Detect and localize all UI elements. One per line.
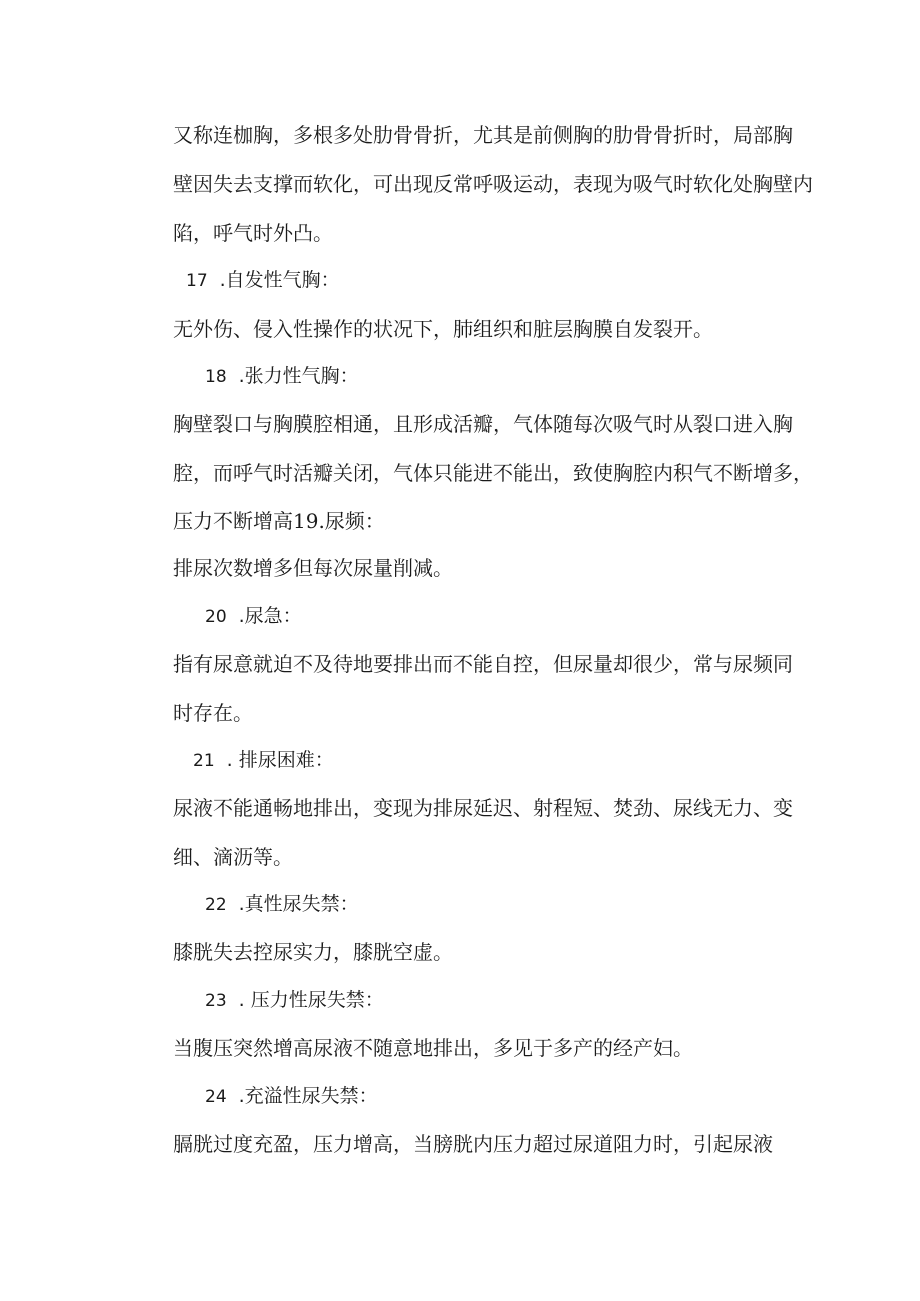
section-number: 17 bbox=[186, 271, 208, 291]
paragraph-line: 细、滴沥等。 bbox=[173, 845, 293, 869]
section-number: 21 bbox=[193, 751, 215, 771]
section-heading-24 bbox=[205, 1084, 378, 1109]
paragraph-line: 排尿次数增多但每次尿量削减。 bbox=[173, 556, 453, 580]
section-title: .自发性气胸： bbox=[219, 269, 340, 291]
section-heading-17 bbox=[186, 268, 340, 293]
section-heading-22 bbox=[205, 892, 359, 917]
paragraph-line: 膝胱失去控尿实力，膝胱空虚。 bbox=[173, 940, 453, 964]
paragraph-line: 又称连枷胸，多根多处肋骨骨折，尤其是前侧胸的肋骨骨折时，局部胸 bbox=[173, 123, 793, 147]
section-title: .真性尿失禁： bbox=[238, 893, 359, 915]
paragraph-line: 指有尿意就迫不及待地要排出而不能自控，但尿量却很少，常与尿频同 bbox=[173, 652, 793, 676]
section-number: 24 bbox=[205, 1087, 227, 1107]
section-heading-21 bbox=[193, 748, 334, 773]
paragraph-line: 当腹压突然增高尿液不随意地排出，多见于多产的经产妇。 bbox=[173, 1036, 693, 1060]
section-title: . 压力性尿失禁： bbox=[238, 989, 384, 1011]
section-heading-18 bbox=[205, 364, 359, 389]
section-title: .尿急： bbox=[238, 605, 302, 627]
paragraph-line: 时存在。 bbox=[173, 701, 253, 725]
paragraph-line: 腔，而呼气时活瓣关闭，气体只能进不能出，致使胸腔内积气不断增多， bbox=[173, 461, 813, 485]
paragraph-line: 壁因失去支撑而软化，可出现反常呼吸运动，表现为吸气时软化处胸壁内 bbox=[173, 172, 813, 196]
section-title: .张力性气胸： bbox=[238, 365, 359, 387]
paragraph-line: 膈胱过度充盈，压力增高，当膀胱内压力超过尿道阻力时，引起尿液 bbox=[173, 1132, 773, 1156]
section-heading-23 bbox=[205, 988, 384, 1013]
section-title: .充溢性尿失禁： bbox=[238, 1085, 378, 1107]
paragraph-line: 无外伤、侵入性操作的状况下，肺组织和脏层胸膜自发裂开。 bbox=[173, 317, 713, 341]
paragraph-line: 尿液不能通畅地排出，变现为排尿延迟、射程短、焚劲、尿线无力、变 bbox=[173, 796, 793, 820]
paragraph-line: 胸壁裂口与胸膜腔相通，且形成活瓣，气体随每次吸气时从裂口进入胸 bbox=[173, 412, 793, 436]
paragraph-line: 陷，呼气时外凸。 bbox=[173, 221, 333, 245]
paragraph-line: 压力不断增高19.尿频： bbox=[173, 509, 385, 533]
section-number: 18 bbox=[205, 367, 227, 387]
section-title: . 排尿困难： bbox=[226, 749, 334, 771]
section-number: 23 bbox=[205, 991, 227, 1011]
section-number: 22 bbox=[205, 895, 227, 915]
section-number: 20 bbox=[205, 607, 227, 627]
section-heading-20 bbox=[205, 604, 302, 629]
